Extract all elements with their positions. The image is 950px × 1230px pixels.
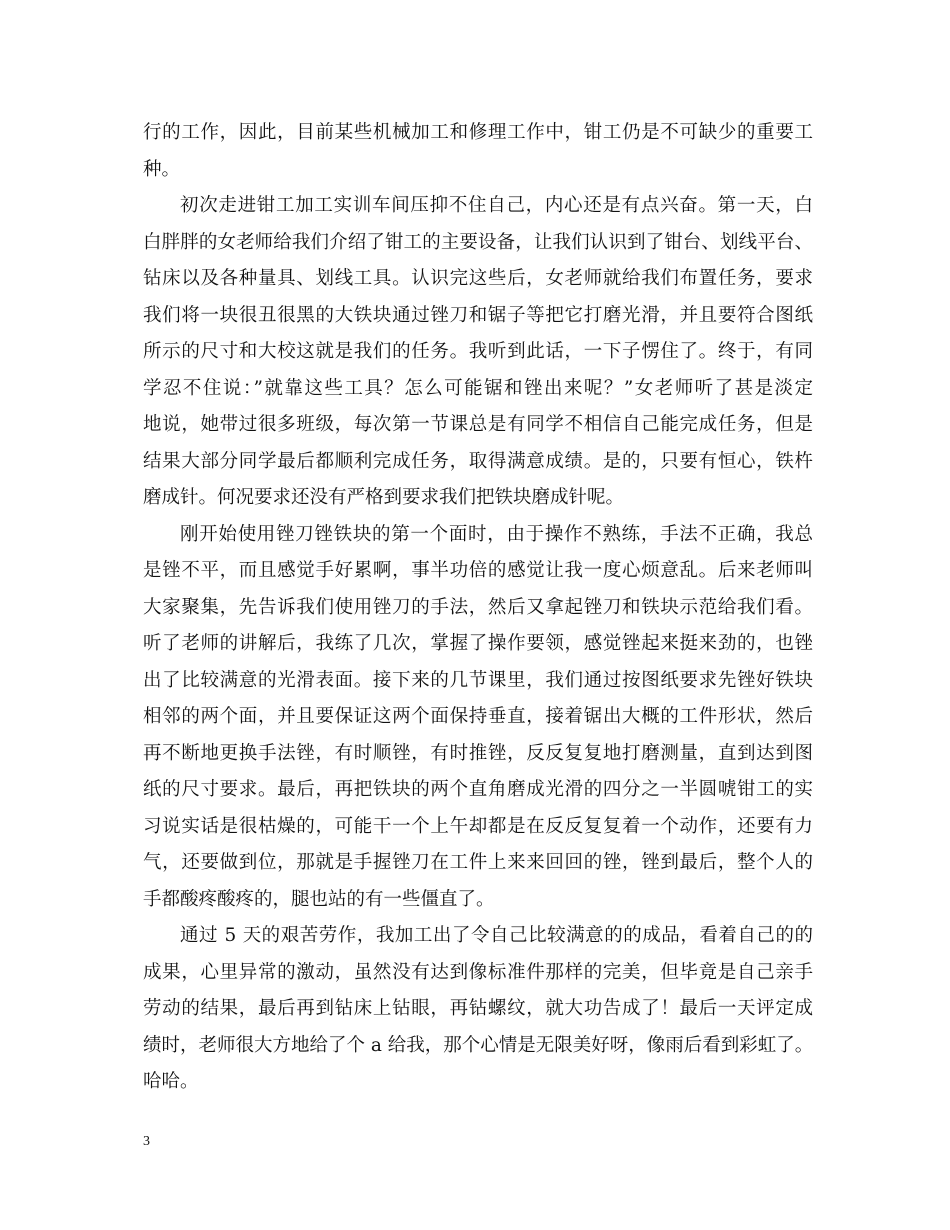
text-line: 劳动的结果，最后再到钻床上钻眼，再钻螺纹，就大功告成了！最后一天评定成 xyxy=(143,998,813,1019)
text-line: 哈哈。 xyxy=(143,1071,199,1092)
text-line: 刚开始使用锉刀锉铁块的第一个面时，由于操作不熟练，手法不正确，我总 xyxy=(180,523,813,545)
text-line: 初次走进钳工加工实训车间压抑不住自己，内心还是有点兴奋。第一天，白 xyxy=(180,195,813,216)
text-line: 大家聚集，先告诉我们使用锉刀的手法，然后又拿起锉刀和铁块示范给我们看。 xyxy=(143,596,813,618)
text-line: 出了比较满意的光滑表面。接下来的几节课里，我们通过按图纸要求先锉好铁块 xyxy=(143,669,813,691)
body-text xyxy=(143,115,813,1101)
text-line: 白胖胖的女老师给我们介绍了钳工的主要设备，让我们认识到了钳台、划线平台、 xyxy=(143,231,813,253)
text-line: 所示的尺寸和大校这就是我们的任务。我听到此话，一下子愣住了。终于，有同 xyxy=(143,341,813,362)
text-line: 结果大部分同学最后都顺利完成任务，取得满意成绩。是的，只要有恒心，铁杵 xyxy=(143,450,813,472)
text-line: 听了老师的讲解后，我练了几次，掌握了操作要领，感觉锉起来挺来劲的，也锉 xyxy=(143,633,813,654)
text-line: 气，还要做到位，那就是手握锉刀在工件上来来回回的锉，锉到最后，整个人的 xyxy=(143,852,813,873)
text-line: 习说实话是很枯燥的，可能干一个上午却都是在反反复复着一个动作，还要有力 xyxy=(143,815,813,837)
page-number: 3 xyxy=(143,1134,150,1149)
text-line: 再不断地更换手法锉，有时顺锉，有时推锉，反反复复地打磨测量，直到达到图 xyxy=(143,742,813,764)
text-line: 纸的尺寸要求。最后，再把铁块的两个直角磨成光滑的四分之一半圆唬钳工的实 xyxy=(143,779,813,800)
text-line: 学忍不住说：”就靠这些工具？怎么可能锯和锉出来呢？”女老师听了甚是淡定 xyxy=(143,377,813,399)
text-line: 地说，她带过很多班级，每次第一节课总是有同学不相信自己能完成任务，但是 xyxy=(143,414,813,435)
text-line: 通过 5 天的艰苦劳作，我加工出了令自己比较满意的的成品，看着自己的的 xyxy=(180,925,813,946)
text-line: 手都酸疼酸疼的，腿也站的有一些僵直了。 xyxy=(143,888,495,910)
text-line: 我们将一块很丑很黑的大铁块通过锉刀和锯子等把它打磨光滑，并且要符合图纸 xyxy=(143,304,813,326)
text-line: 成果，心里异常的激动，虽然没有达到像标准件那样的完美，但毕竟是自己亲手 xyxy=(143,961,813,983)
text-line: 种。 xyxy=(143,158,181,180)
text-line: 相邻的两个面，并且要保证这两个面保持垂直，接着锯出大概的工件形状，然后 xyxy=(143,706,813,727)
text-line: 绩时，老师很大方地给了个 a 给我，那个心情是无限美好呀，像雨后看到彩虹了。 xyxy=(143,1034,814,1056)
text-line: 钻床以及各种量具、划线工具。认识完这些后，女老师就给我们布置任务，要求 xyxy=(143,268,813,289)
text-line: 是锉不平，而且感觉手好累啊，事半功倍的感觉让我一度心烦意乱。后来老师叫 xyxy=(143,560,813,581)
text-line: 磨成针。何况要求还没有严格到要求我们把铁块磨成针呢。 xyxy=(143,487,625,508)
text-line: 行的工作，因此，目前某些机械加工和修理工作中，钳工仍是不可缺少的重要工 xyxy=(143,122,813,143)
